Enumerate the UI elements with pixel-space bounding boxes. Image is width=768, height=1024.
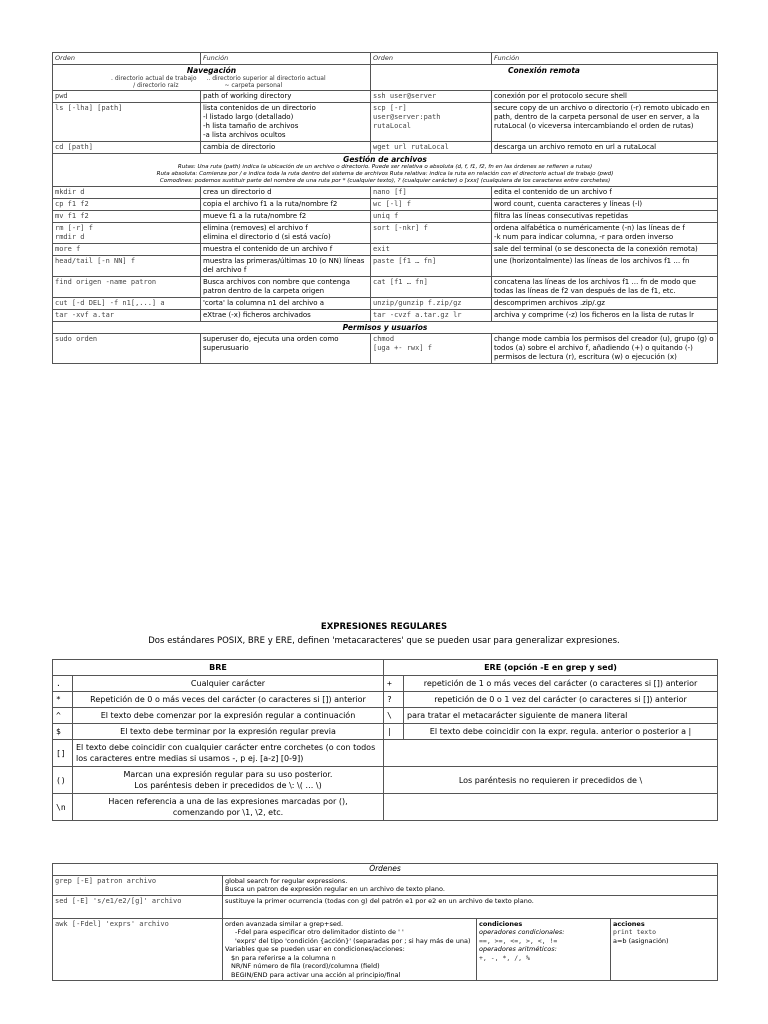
ere-description: para tratar el metacarácter siguiente de manera literal [404,708,718,724]
awk-conditions [477,918,611,981]
cond-ops-2: +, -, *, /, % [479,953,530,962]
command-row [53,91,718,103]
awk-line: $n para referirse a la columna n [231,953,336,962]
gestion-comodines: Comodines: podemos sustituir parte del nombre de una ruta por * (cualquier texto), ? (cualquier carácter) o [xxx] (cualquiera de los caracteres entre corchetes) [159,178,611,184]
regex-row [53,692,718,708]
command-left: cd [path] [53,142,201,154]
regex-row [53,676,718,692]
command-right: wget url rutaLocal [371,142,492,154]
command-row [53,223,718,244]
ere-empty [384,740,718,767]
command-right: wc [-l] f [371,199,492,211]
command-row [53,142,718,154]
function-right: archiva y comprime (-z) los ficheros en la lista de rutas lr [492,310,718,322]
ere-symbol: \ [384,708,404,724]
section-gestion-row [53,154,718,187]
awk-line: -Fdel para especificar otro delimitador distinto de ' ' [235,928,404,936]
sed-desc: sustituye la primer ocurrencia (todas con g) del patrón e1 por e2 en un archivo de texto plano. [223,895,718,918]
acc-title: acciones [613,919,645,928]
command-left: more f [53,244,201,256]
regex-title: EXPRESIONES REGULARES [320,622,448,632]
command-right: nano [f] [371,187,492,199]
command-right: scp [-r] user@server:path rutaLocal [371,103,492,142]
bre-symbol: () [53,767,73,794]
function-right: ordena alfabética o numéricamente (-n) las líneas de f -k num para indicar columna, -r para orden inverso [492,223,718,244]
command-row [53,256,718,277]
grep-desc-1: global search for regular expressions. [225,876,348,885]
command-left: mv f1 f2 [53,211,201,223]
bre-symbol: $ [53,724,73,740]
awk-line: 'exprs' del tipo 'condición {acción}' (separadas por ; si hay más de una) [235,936,471,945]
sed-row [53,895,718,918]
header-funcion-1: Función [201,53,371,65]
command-left: cut [-d DEL] -f n1[,...] a [53,298,201,310]
command-left: head/tail [-n NN] f [53,256,201,277]
function-left: muestra las primeras/últimas 10 (o NN) líneas del archivo f [201,256,371,277]
bre-description: Repetición de 0 o más veces del carácter (o caracteres si []) anterior [73,692,384,708]
awk-row [53,918,718,981]
function-right: descomprimen archivos .zip/.gz [492,298,718,310]
acc-line-2: a=b (asignación) [613,936,669,945]
regex-table [52,659,718,821]
grep-row [53,875,718,895]
section-conexion-remota: Conexión remota [371,65,718,91]
command-row [53,211,718,223]
command-left: tar -xvf a.tar [53,310,201,322]
bre-description: Cualquier carácter [73,676,384,692]
awk-cmd: awk [-Fdel] 'exprs' archivo [53,918,223,981]
bre-symbol: [] [53,740,73,767]
regex-subtitle: Dos estándares POSIX, BRE y ERE, definen 'metacaracteres' que se pueden usar para generalizar expresiones. [148,636,620,646]
awk-line: Variables que se pueden usar en condiciones/acciones: [225,945,405,953]
function-left: 'corta' la columna n1 del archivo a [201,298,371,310]
command-right: exit [371,244,492,256]
bre-symbol: * [53,692,73,708]
ere-symbol: | [384,724,404,740]
cond-title: condiciones [479,919,523,928]
bre-description: Hacen referencia a una de las expresiones marcadas por (), comenzando por \1, \2, etc. [73,794,384,821]
command-right: uniq f [371,211,492,223]
function-left: cambia de directorio [201,142,371,154]
function-left: lista contenidos de un directorio -l listado largo (detallado) -h lista tamaño de archivos -a lista archivos ocultos [201,103,371,142]
function-left: mueve f1 a la ruta/nombre f2 [201,211,371,223]
bre-symbol: \n [53,794,73,821]
function-right: sale del terminal (o se desconecta de la conexión remota) [492,244,718,256]
cond-sub-2: operadores aritméticos: [479,945,557,953]
function-left: superuser do, ejecuta una orden como superusuario [201,334,371,364]
command-left: sudo orden [53,334,201,364]
function-right: filtra las líneas consecutivas repetidas [492,211,718,223]
bre-description: El texto debe terminar por la expresión regular previa [73,724,384,740]
regex-row [53,708,718,724]
function-left: elimina (removes) el archivo f elimina el directorio d (si está vacío) [201,223,371,244]
command-row [53,298,718,310]
ordenes-title-row [53,864,718,876]
command-right: chmod [uga +- rwx] f [371,334,492,364]
nav-home: ~ carpeta personal [224,82,283,89]
function-right: secure copy de un archivo o directorio (-r) remoto ubicado en path, dentro de la carpeta personal de user en server, a la rutaLocal (o viceversa intercambiando el orden de rutas) [492,103,718,142]
awk-actions [611,918,718,981]
ere-description: Los paréntesis no requieren ir precedidos de \ [384,767,718,794]
bre-symbol: ^ [53,708,73,724]
command-left: ls [-lha] [path] [53,103,201,142]
command-reference-table [52,52,718,364]
regex-row [53,740,718,767]
function-right: change mode cambia los permisos del creador (u), grupo (g) o todos (a) sobre el archivo f, añadiendo (+) o quitando (-) permisos de lectura (r), escritura (w) o ejecución (x) [492,334,718,364]
command-left: cp f1 f2 [53,199,201,211]
command-right: paste [f1 … fn] [371,256,492,277]
command-right: tar -cvzf a.tar.gz lr [371,310,492,322]
ordenes-title: Órdenes [53,864,718,876]
regex-row [53,724,718,740]
command-right: unzip/gunzip f.zip/gz [371,298,492,310]
grep-desc-2: Busca un patron de expresión regular en un archivo de texto plano. [225,885,445,893]
awk-line: NR/NF número de fila (record)/columna (field) [231,962,380,970]
acc-line-1: print texto [613,928,657,936]
nav-dot: . directorio actual de trabajo [111,75,197,82]
sed-cmd: sed [-E] 's/e1/e2/[g]' archivo [53,895,223,918]
command-row [53,277,718,298]
function-left: Busca archivos con nombre que contenga patron dentro de la carpeta origen [201,277,371,298]
regex-row [53,767,718,794]
header-orden-2: Orden [371,53,492,65]
bre-description: El texto debe coincidir con cualquier carácter entre corchetes (o con todos los caracteres entre medias si usamos -, p ej. [a-z] [0-9]) [73,740,384,767]
command-right: ssh user@server [371,91,492,103]
section-permisos: Permisos y usuarios [53,322,718,334]
command-left: mkdir d [53,187,201,199]
gestion-ruta-absoluta: Ruta absoluta: Comienza por / e indica toda la ruta dentro del sistema de archivos Ruta relativa: indica la ruta en relación con el directorio actual de trabajo (pwd) [156,171,614,177]
command-left: rm [-r] f rmdir d [53,223,201,244]
ere-description: repetición de 0 o 1 vez del carácter (o caracteres si []) anterior [404,692,718,708]
function-left: muestra el contenido de un archivo f [201,244,371,256]
section-navegacion-row [53,65,718,91]
function-left: eXtrae (-x) ficheros archivados [201,310,371,322]
cond-ops-1: ==, >=, <=, >, <, != [479,936,558,945]
command-row [53,334,718,364]
nav-dotdot: .. directorio superior al directorio actual [206,75,326,82]
command-row [53,244,718,256]
awk-line: orden avanzada similar a grep+sed. [225,919,344,928]
function-right: descarga un archivo remoto en url a rutaLocal [492,142,718,154]
command-left: pwd [53,91,201,103]
section-gestion-title: Gestión de archivos [343,155,427,164]
ere-empty [384,794,718,821]
ere-symbol: ? [384,692,404,708]
function-left: crea un directorio d [201,187,371,199]
command-row [53,199,718,211]
function-right: word count, cuenta caracteres y líneas (-l) [492,199,718,211]
awk-desc [223,918,477,981]
cond-sub-1: operadores condicionales: [479,928,565,936]
ere-description: repetición de 1 o más veces del carácter (o caracteres si []) anterior [404,676,718,692]
gestion-rutas: Rutas: Una ruta (path) indica la ubicación de un archivo o directorio. Puede ser relativa o absoluta (d, f, f1, f2, fn en las órdenes se refieren a rutas) [177,164,593,170]
ere-symbol: + [384,676,404,692]
function-left: copia el archivo f1 a la ruta/nombre f2 [201,199,371,211]
nav-root: / directorio raíz [133,82,179,89]
command-row [53,103,718,142]
command-right: cat [f1 … fn] [371,277,492,298]
header-orden-1: Orden [53,53,201,65]
header-row [53,53,718,65]
grep-desc [223,875,718,895]
command-right: sort [-nkr] f [371,223,492,244]
command-row [53,310,718,322]
section-gestion [53,154,718,187]
function-right: concatena las líneas de los archivos f1 … fn de modo que todas las líneas de f2 van después de las de f1, etc. [492,277,718,298]
ere-description: El texto debe coincidir con la expr. regula. anterior o posterior a | [404,724,718,740]
ere-header: ERE (opción -E en grep y sed) [384,660,718,676]
section-permisos-row [53,322,718,334]
bre-description: Marcan una expresión regular para su uso posterior. Los paréntesis deben ir precedidos de \: \( … \) [73,767,384,794]
ordenes-table [52,863,718,981]
function-right: conexión por el protocolo secure shell [492,91,718,103]
command-left: find origen -name patron [53,277,201,298]
awk-line: BEGIN/END para activar una acción al principio/final [231,970,401,979]
regex-header-row [53,660,718,676]
grep-cmd: grep [-E] patron archivo [53,875,223,895]
section-navegacion [53,65,371,91]
function-right: une (horizontalmente) las líneas de los archivos f1 … fn [492,256,718,277]
bre-description: El texto debe comenzar por la expresión regular a continuación [73,708,384,724]
section-navegacion-title: Navegación [186,66,237,75]
header-funcion-2: Función [492,53,718,65]
command-row [53,187,718,199]
regex-row [53,794,718,821]
function-left: path of working directory [201,91,371,103]
bre-header: BRE [53,660,384,676]
function-right: edita el contenido de un archivo f [492,187,718,199]
bre-symbol: . [53,676,73,692]
